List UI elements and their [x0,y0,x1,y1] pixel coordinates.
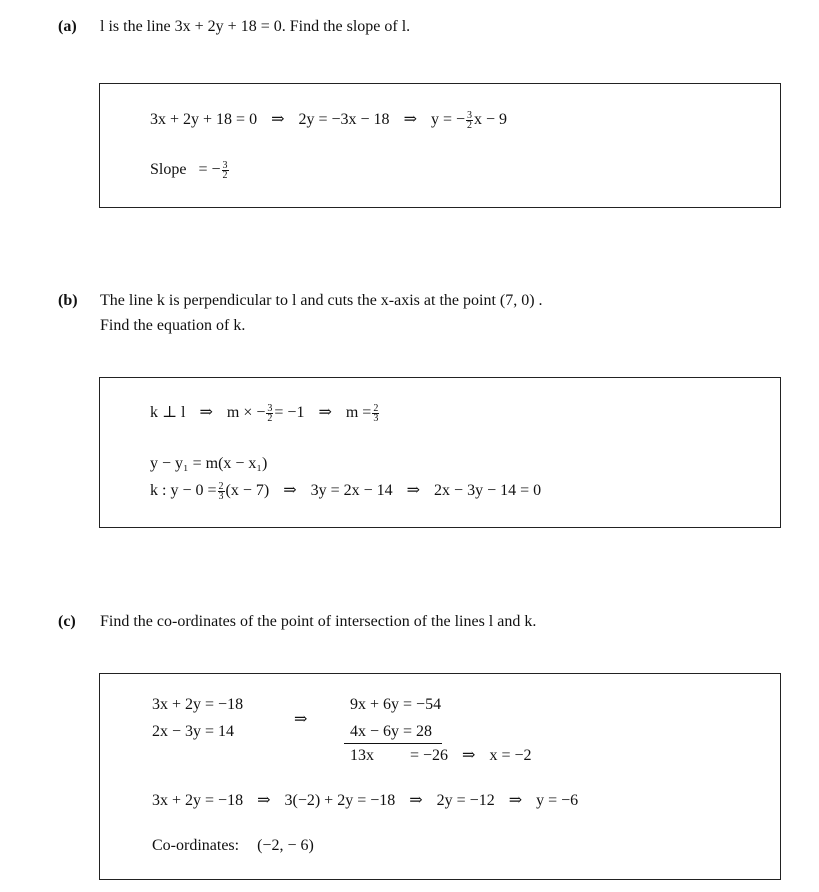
part-c-sub4: y = −6 [536,792,579,809]
part-b-answer-box [99,377,781,528]
part-b-point-slope: y − y₁ = m(x − x₁) [150,455,268,472]
part-c-sub3: 2y = −12 [436,792,495,809]
part-a-slope-fraction: $\frac{3}{2}$ [222,159,228,181]
part-b-label: (b) [58,292,78,309]
part-c-sys1: 3x + 2y = −18 [152,696,244,713]
part-a-label: (a) [58,18,77,35]
part-c-mul2: 4x − 6y = 28 [350,723,433,740]
implies-arrow: ⇒ [271,111,285,128]
part-c-sub1: 3x + 2y = −18 [152,792,244,809]
part-a-question: l is the line 3x + 2y + 18 = 0. Find the slope of l. [100,18,411,35]
part-b-k-fraction: $\frac{2}{3}$ [218,480,224,502]
part-a-eq1: 3x + 2y + 18 = 0 [150,111,258,128]
part-b-question-line2: Find the equation of k. [100,317,246,334]
implies-arrow: ⇒ [199,404,213,421]
implies-arrow: ⇒ [294,711,308,728]
implies-arrow: ⇒ [462,747,476,764]
part-a-slope-pre: = − [198,161,221,178]
part-b-question-line1: The line k is perpendicular to l and cuts the x-axis at the point (7, 0) . [100,292,543,309]
part-c-coord-label: Co-ordinates: [152,837,240,854]
part-c-coord-value: (−2, − 6) [257,837,314,854]
part-b-k-post: (x − 7) [225,482,270,499]
part-c-coordinates-line [152,836,314,856]
part-a-eq3-pre: y = − [430,111,466,128]
part-b-equation-line [150,481,541,501]
addition-rule [344,743,442,744]
part-c-sum-right-line [410,746,532,766]
part-b-m-eq-fraction: $\frac{3}{2}$ [267,402,273,424]
implies-arrow: ⇒ [409,792,423,809]
implies-arrow: ⇒ [257,792,271,809]
part-c-sub2: 3(−2) + 2y = −18 [284,792,396,809]
implies-arrow: ⇒ [403,111,417,128]
part-b-m-eq-post: = −1 [274,404,305,421]
implies-arrow: ⇒ [318,404,332,421]
part-b-m-eq-pre: m × − [226,404,266,421]
part-c-sys2: 2x − 3y = 14 [152,723,235,740]
part-a-answer-box [99,83,781,208]
part-c-x-result: x = −2 [489,747,532,764]
implies-arrow: ⇒ [283,482,297,499]
part-c-sum-left: 13x [350,747,374,764]
part-b-m-res-fraction: $\frac{2}{3}$ [373,402,379,424]
part-c-question: Find the co-ordinates of the point of intersection of the lines l and k. [100,613,537,630]
part-a-eq3-fraction: $\frac{3}{2}$ [467,109,473,131]
part-c-mul1: 9x + 6y = −54 [350,696,442,713]
part-c-sum-right: = −26 [410,747,449,764]
implies-arrow: ⇒ [508,792,523,809]
part-a-eq2: 2y = −3x − 18 [298,111,390,128]
part-a-eq3-post: x − 9 [474,111,508,128]
part-a-slope-line [150,160,230,180]
part-b-m-res-pre: m = [345,404,372,421]
part-c-substitution-line [152,791,578,811]
part-a-slope-label: Slope [150,161,187,178]
part-b-gradient-line [150,403,380,423]
part-a-working-line [150,110,507,130]
part-c-answer-box [99,673,781,880]
implies-arrow: ⇒ [406,482,421,499]
part-c-label: (c) [58,613,76,630]
part-b-perp: k ⊥ l [150,404,186,421]
part-b-k-pre: k : y − 0 = [150,482,217,499]
part-b-k-eq2: 3y = 2x − 14 [310,482,393,499]
part-b-k-eq3: 2x − 3y − 14 = 0 [434,482,542,499]
